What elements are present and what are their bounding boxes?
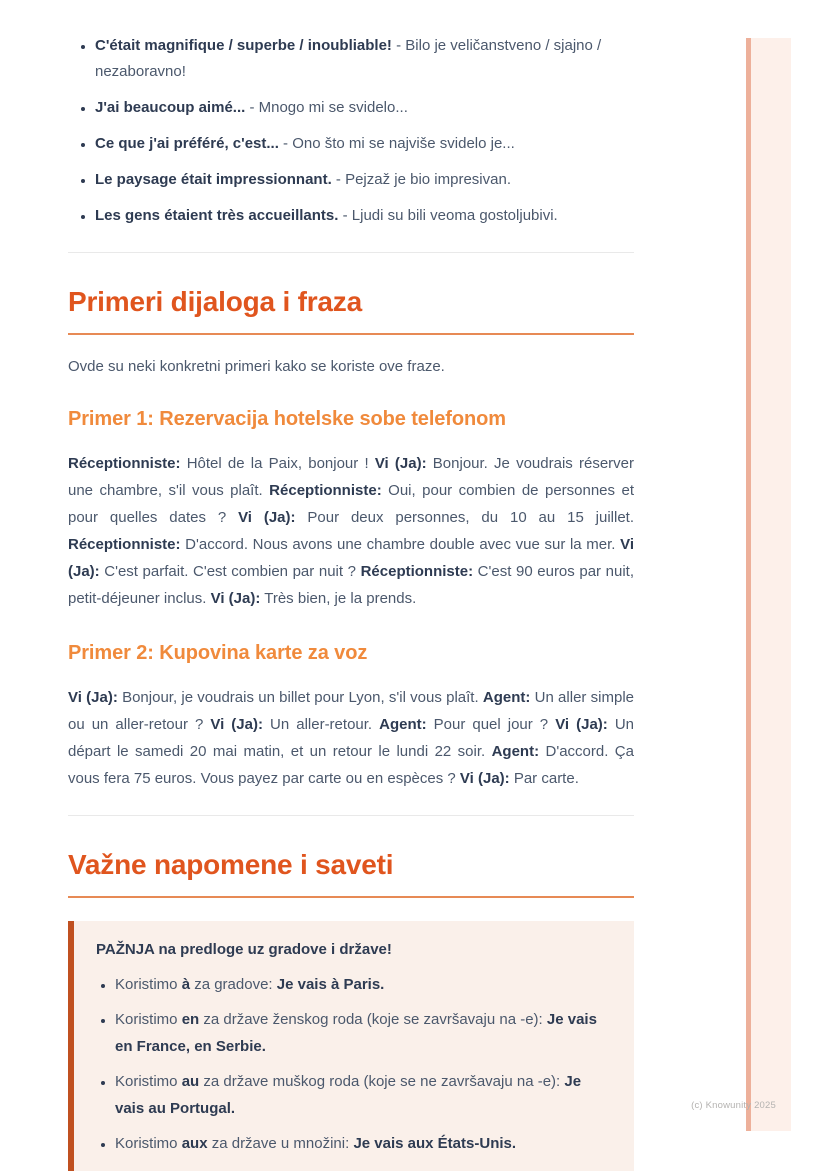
phrase-list-item: • C'était magnifique / superbe / inoubliable! - Bilo je veličanstveno / sjajno / nezaboravno!: [95, 33, 634, 85]
dialogue-paragraph: Réceptionniste: Hôtel de la Paix, bonjour ! Vi (Ja): Bonjour. Je voudrais réserver une chambre, s'il vous plaît. Réceptionniste: Oui, pour combien de personnes et pour quelles dates ? Vi (Ja): Pour deux personnes, du 10 au 15 juillet. Réceptionniste: D'accord. Nous avons une chambre double avec vue sur la mer. Vi (Ja): C'est parfait. C'est combien par nuit ? Réceptionniste: C'est 90 euros par nuit, petit-déjeuner inclus. Vi (Ja): Très bien, je la prends.: [68, 455, 635, 607]
dialogue-example: [68, 408, 634, 612]
callout-list: [96, 971, 606, 1157]
callout-list-item: • Koristimo aux za države u množini: Je vais aux États-Unis.: [115, 1130, 606, 1157]
phrase-list-item: • Le paysage était impressionnant. - Pejzaž je bio impresivan.: [95, 167, 634, 193]
phrase-list: [68, 33, 634, 229]
section-divider: [68, 815, 634, 816]
callout-list-item: • Koristimo au za države muškog roda (koje se ne završavaju na -e): Je vais au Portugal.: [115, 1068, 606, 1122]
example-heading: Primer 2: Kupovina karte za voz: [68, 642, 368, 664]
example-heading: Primer 1: Rezervacija hotelske sobe telefonom: [68, 408, 506, 430]
copyright-text: (c) Knowunity 2025: [691, 1100, 776, 1111]
right-edge-panel: [751, 38, 791, 1131]
section-title-primeri-dijaloga: Primeri dijaloga i fraza: [68, 286, 634, 335]
callout-list-item: • Koristimo en za države ženskog roda (koje se završavaju na -e): Je vais en France, en Serbie.: [115, 1006, 606, 1060]
dialogue-examples: [68, 408, 634, 792]
section-title-vazne-napomene: Važne napomene i saveti: [68, 849, 634, 898]
right-edge-decoration: [746, 38, 791, 1131]
phrase-list-item: • Ce que j'ai préféré, c'est... - Ono što mi se najviše svidelo je...: [95, 131, 634, 157]
section-intro-text: Ovde su neki konkretni primeri kako se koriste ove fraze.: [68, 358, 445, 375]
phrase-list-item: • J'ai beaucoup aimé... - Mnogo mi se svidelo...: [95, 95, 634, 121]
callout-list-item: • Koristimo à za gradove: Je vais à Paris.: [115, 971, 606, 998]
dialogue-paragraph: Vi (Ja): Bonjour, je voudrais un billet pour Lyon, s'il vous plaît. Agent: Un aller simple ou un aller-retour ? Vi (Ja): Un aller-retour. Agent: Pour quel jour ? Vi (Ja): Un départ le samedi 20 mai matin, et un retour le lundi 22 soir. Agent: D'accord. Ça vous fera 75 euros. Vous payez par carte ou en espèces ? Vi (Ja): Par carte.: [68, 689, 635, 787]
section-divider: [68, 252, 634, 253]
phrase-list-item: • Les gens étaient très accueillants. - Ljudi su bili veoma gostoljubivi.: [95, 203, 634, 229]
page-content: [68, 0, 634, 1171]
callout-title: PAŽNJA na predloge uz gradove i države!: [96, 941, 392, 958]
attention-callout: [68, 921, 634, 1171]
dialogue-example: [68, 642, 634, 792]
